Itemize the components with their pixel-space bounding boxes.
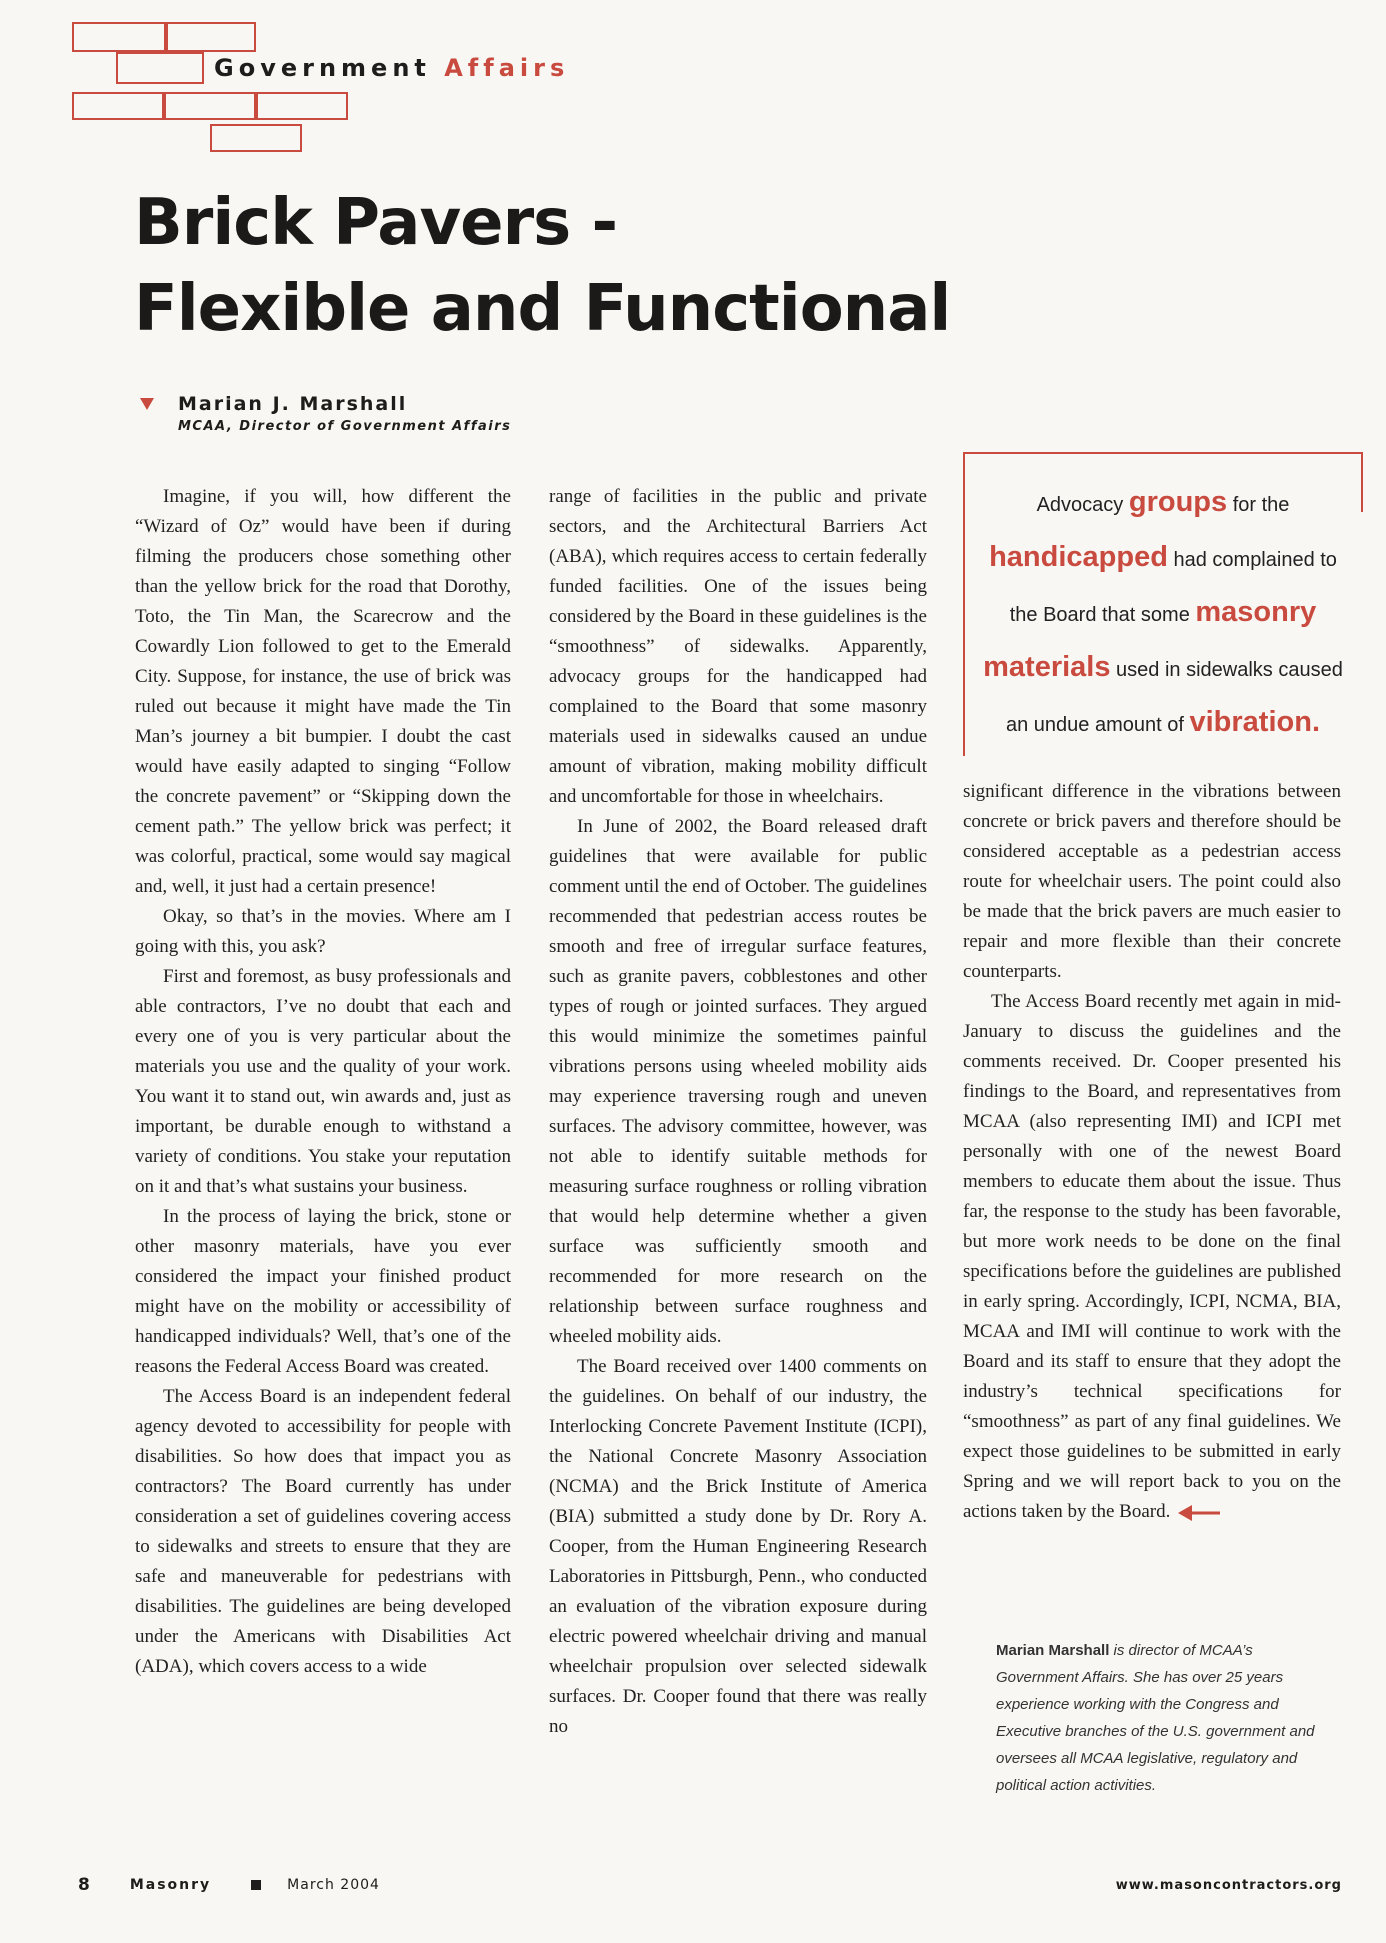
- pq-text: an undue amount of: [1006, 714, 1190, 736]
- title-line-1: Brick Pavers -: [134, 186, 618, 260]
- paragraph: [963, 987, 1341, 1527]
- paragraph: First and foremost, as busy professionals and able contractors, I’ve no doubt that each and every one of you is very particular about the materials you use and the quality of your work. You want it to stand out, win awards and, just as important, be durable enough to withstand a variety of conditions. You stake your reputation on it and that’s what sustains your business.: [135, 966, 511, 1197]
- bio-text: is director of MCAA’s Government Affairs. She has over 25 years experience working with the Congress and Executive branches of the U.S. government and oversees all MCAA legislative, regulatory and political action activities.: [996, 1642, 1315, 1794]
- page-number: 8: [78, 1875, 90, 1895]
- pq-emphasis: materials: [983, 651, 1111, 683]
- bio-name: Marian Marshall: [996, 1642, 1110, 1659]
- end-arrow-icon: [1178, 1504, 1222, 1522]
- pq-emphasis: vibration.: [1189, 706, 1320, 738]
- paragraph: The Board received over 1400 comments on the guidelines. On behalf of our industry, the Interlocking Concrete Pavement Institute (ICPI), the National Concrete Masonry Association (NCMA) and the Brick Institute of America (BIA) submitted a study done by Dr. Rory A. Cooper, from the Human Engineering Research Laboratories in Pittsburgh, Penn., who conducted an evaluation of the vibration exposure during electric powered wheelchair driving and manual wheelchair propulsion over selected sidewalk surfaces. Dr. Cooper found that there was really no: [549, 1356, 927, 1737]
- paragraph: significant difference in the vibrations between concrete or brick pavers and therefore should be considered acceptable as a pedestrian access route for wheelchair users. The point could also be made that the brick pavers are much easier to repair and more flexible than their concrete counterparts.: [963, 781, 1341, 982]
- square-bullet-icon: [251, 1880, 261, 1890]
- header-brick-3: [116, 52, 204, 84]
- pq-emphasis: handicapped: [989, 541, 1168, 573]
- pq-emphasis: groups: [1128, 486, 1228, 518]
- author-title: MCAA, Director of Government Affairs: [178, 419, 512, 434]
- pull-quote-line-1: [965, 482, 1361, 537]
- header-brick-4: [72, 92, 164, 120]
- issue-date: March 2004: [287, 1877, 380, 1893]
- header-brick-7: [210, 124, 302, 152]
- paragraph: Imagine, if you will, how different the “Wizard of Oz” would have been if during filming the producers chose something other than the yellow brick for the road that Dorothy, Toto, the Tin Man, the Scarecrow and the Cowardly Lion followed to get to the Emerald City. Suppose, for instance, the use of brick was ruled out because it might have made the Tin Man’s journey a bit bumpier. I doubt the cast would have easily adapted to singing “Follow the concrete pavement” or “Skipping down the cement path.” The yellow brick was perfect; it was colorful, practical, some would say magical and, well, it just had a certain presence!: [135, 486, 511, 897]
- section-label-word1: Government: [214, 54, 431, 82]
- pq-text: used in sidewalks caused: [1110, 659, 1343, 681]
- pull-quote-line-4: [965, 647, 1361, 702]
- section-label: [214, 54, 569, 82]
- author-line: [140, 393, 511, 415]
- pq-text: Advocacy: [1036, 494, 1129, 516]
- body-column-3: [963, 777, 1341, 1527]
- triangle-down-icon: [140, 398, 154, 410]
- pull-quote-line-3: [965, 592, 1361, 647]
- body-column-2: [549, 482, 927, 1742]
- paragraph: In the process of laying the brick, stone or other masonry materials, have you ever considered the impact your finished product might have on the mobility or accessibility of handicapped individuals? Well, that’s one of the reasons the Federal Access Board was created.: [135, 1206, 511, 1377]
- paragraph: Okay, so that’s in the movies. Where am I going with this, you ask?: [135, 906, 511, 957]
- article-title: [134, 180, 1284, 352]
- header-brick-1: [72, 22, 166, 52]
- section-label-word2: Affairs: [444, 54, 570, 82]
- paragraph: In June of 2002, the Board released draft guidelines that were available for public comment until the end of October. The guidelines recommended that pedestrian access routes be smooth and free of irregular surface features, such as granite pavers, cobblestones and other types of rough or jointed surfaces. They argued this would minimize the sometimes painful vibrations persons using wheeled mobility aids may experience traversing rough and uneven surfaces. The advisory committee, however, was not able to identify suitable methods for measuring surface roughness or rolling vibration that would help determine whether a given surface was sufficiently smooth and recommended for more research on the relationship between surface roughness and wheeled mobility aids.: [549, 816, 927, 1347]
- header-brick-2: [166, 22, 256, 52]
- pq-text: the Board that some: [1009, 604, 1196, 626]
- author-bio: [996, 1637, 1326, 1799]
- author-name: Marian J. Marshall: [178, 393, 408, 415]
- pq-text: had complained to: [1167, 549, 1337, 571]
- header-brick-5: [164, 92, 256, 120]
- byline: [140, 393, 511, 434]
- header-brick-6: [256, 92, 348, 120]
- page-footer: [78, 1875, 380, 1895]
- paragraph: range of facilities in the public and private sectors, and the Architectural Barriers Act (ABA), which requires access to certain federally funded facilities. One of the issues being considered by the Board in these guidelines is the “smoothness” of sidewalks. Apparently, advocacy groups for the handicapped had complained to the Board that some masonry materials used in sidewalks caused an undue amount of vibration, making mobility difficult and uncomfortable for those in wheelchairs.: [549, 486, 927, 807]
- paragraph: The Access Board is an independent federal agency devoted to accessibility for people with disabilities. So how does that impact you as contractors? The Board currently has under consideration a set of guidelines covering access to sidewalks and streets to ensure that they are safe and maneuverable for pedestrians with disabilities. The guidelines are being developed under the Americans with Disabilities Act (ADA), which covers access to a wide: [135, 1386, 511, 1677]
- pull-quote-corner-rule: [1361, 452, 1363, 512]
- pq-text: for the: [1227, 494, 1290, 516]
- magazine-name: Masonry: [129, 1877, 212, 1893]
- pull-quote-line-5: [965, 702, 1361, 757]
- pq-emphasis: masonry: [1195, 596, 1317, 628]
- pull-quote-line-2: [965, 537, 1361, 592]
- website-url: www.masoncontractors.org: [1115, 1878, 1342, 1893]
- body-column-1: [135, 482, 511, 1682]
- paragraph-text: The Access Board recently met again in mid-January to discuss the guidelines and the comments received. Dr. Cooper presented his findings to the Board, and representatives from MCAA (also representing IMI) and ICPI met personally with one of the newest Board members to educate them about the issue. Thus far, the response to the study has been favorable, but more work needs to be done on the final specifications before the guidelines are published in early spring. Accordingly, ICPI, NCMA, BIA, MCAA and IMI will continue to work with the Board and its staff to ensure that they adopt the industry’s technical specifications for “smoothness” as part of any final guidelines. We expect those guidelines to be submitted in early Spring and we will report back to you on the actions taken by the Board.: [963, 991, 1341, 1522]
- pull-quote: [963, 452, 1361, 756]
- title-line-2: Flexible and Functional: [134, 272, 951, 346]
